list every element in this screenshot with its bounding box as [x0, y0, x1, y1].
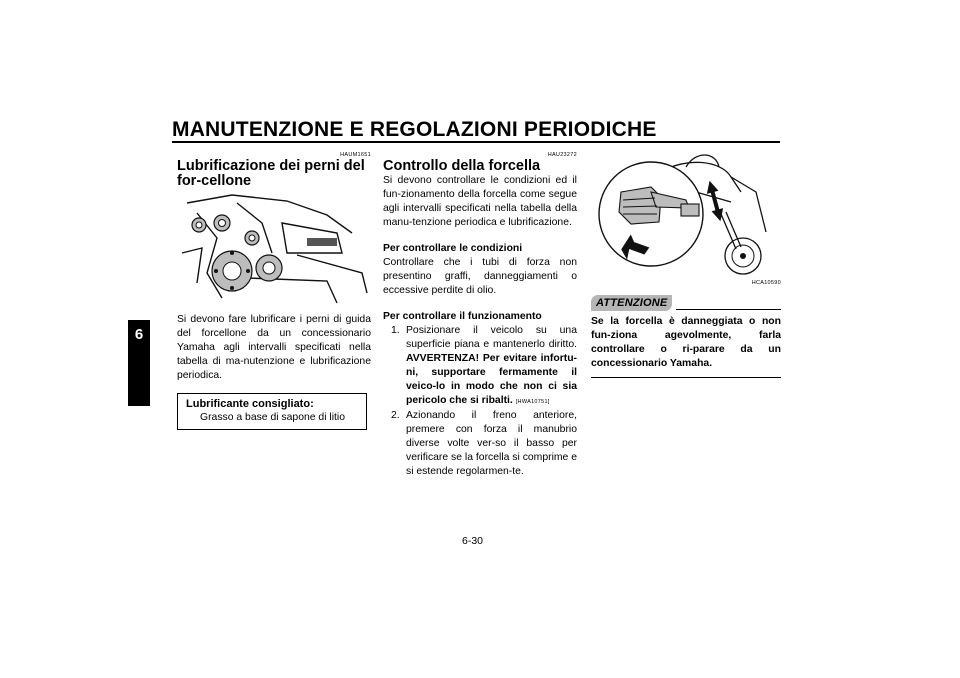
section-body: Si devono fare lubrificare i perni di guida del forcellone da un concessionario Yamaha agli intervalli specificati nella tabella di ma-nutenzione e lubrificazione periodica. — [177, 314, 371, 381]
section-fork — [383, 152, 577, 479]
warning-code: [HWA10751] — [515, 399, 550, 405]
lubricant-title: Lubrificante consigliato: — [186, 398, 314, 410]
fork-check-illustration — [591, 152, 781, 278]
caution-bottom-rule — [591, 377, 781, 378]
swingarm-illustration — [177, 193, 370, 305]
caution-block — [591, 295, 781, 378]
page-title: MANUTENZIONE E REGOLAZIONI PERIODICHE — [172, 118, 657, 141]
lubricant-box — [177, 393, 367, 430]
step-number: 2. — [391, 410, 400, 421]
list-item — [383, 409, 577, 479]
figure-code: HCA10590 — [751, 280, 781, 286]
step-number: 1. — [391, 325, 400, 336]
lubricant-value: Grasso a base di sapone di litio — [200, 412, 345, 423]
section-code: HAU23272 — [547, 152, 577, 158]
section-intro: Si devono controllare le condizioni ed il fun-zionamento della forcella come segue agli intervalli specificati nella tabella della manu-tenzione periodica e lubrificazione. — [383, 175, 577, 228]
steps-list — [383, 324, 577, 479]
list-item — [383, 324, 577, 409]
fork-illustration-svg — [591, 152, 781, 278]
subsection-title-condition: Per controllare le condizioni — [383, 243, 523, 254]
caution-rule — [676, 309, 781, 310]
caution-header — [591, 295, 781, 311]
caution-badge: ATTENZIONE — [591, 295, 672, 311]
step-text: Posizionare il veicolo su una superficie piana e mantenerlo diritto. — [406, 325, 577, 350]
section-fork-figure — [591, 152, 781, 378]
subsection-title-operation: Per controllare il funzionamento — [383, 311, 542, 322]
section-title: Lubrificazione dei perni del for-cellone — [177, 158, 365, 189]
caution-text: Se la forcella è danneggiata o non fun-ziona agevolmente, farla controllare o ri-parare da un concessionario Yamaha. — [591, 316, 781, 369]
engine-illustration-svg — [177, 193, 370, 305]
section-swingarm — [177, 152, 371, 430]
subsection-body-condition: Controllare che i tubi di forza non presentino graffi, danneggiamenti o eccessive perdite di olio. — [383, 257, 577, 296]
step-text: Azionando il freno anteriore, premere con forza il manubrio diverse volte ver-so il basso per verificare se la forcella si comprime e si estende regolarmen-te. — [406, 410, 577, 477]
page-number: 6-30 — [462, 535, 484, 547]
chapter-tab — [128, 320, 150, 406]
step-warning: AVVERTENZA! Per evitare infortu-ni, supportare fermamente il veico-lo in modo che non ci sia pericolo che si ribalti. — [406, 353, 577, 406]
section-code: HAUM1651 — [340, 152, 371, 158]
section-title: Controllo della forcella — [383, 158, 541, 174]
chapter-tab-label: 6 — [134, 326, 144, 343]
header-rule — [172, 141, 780, 143]
